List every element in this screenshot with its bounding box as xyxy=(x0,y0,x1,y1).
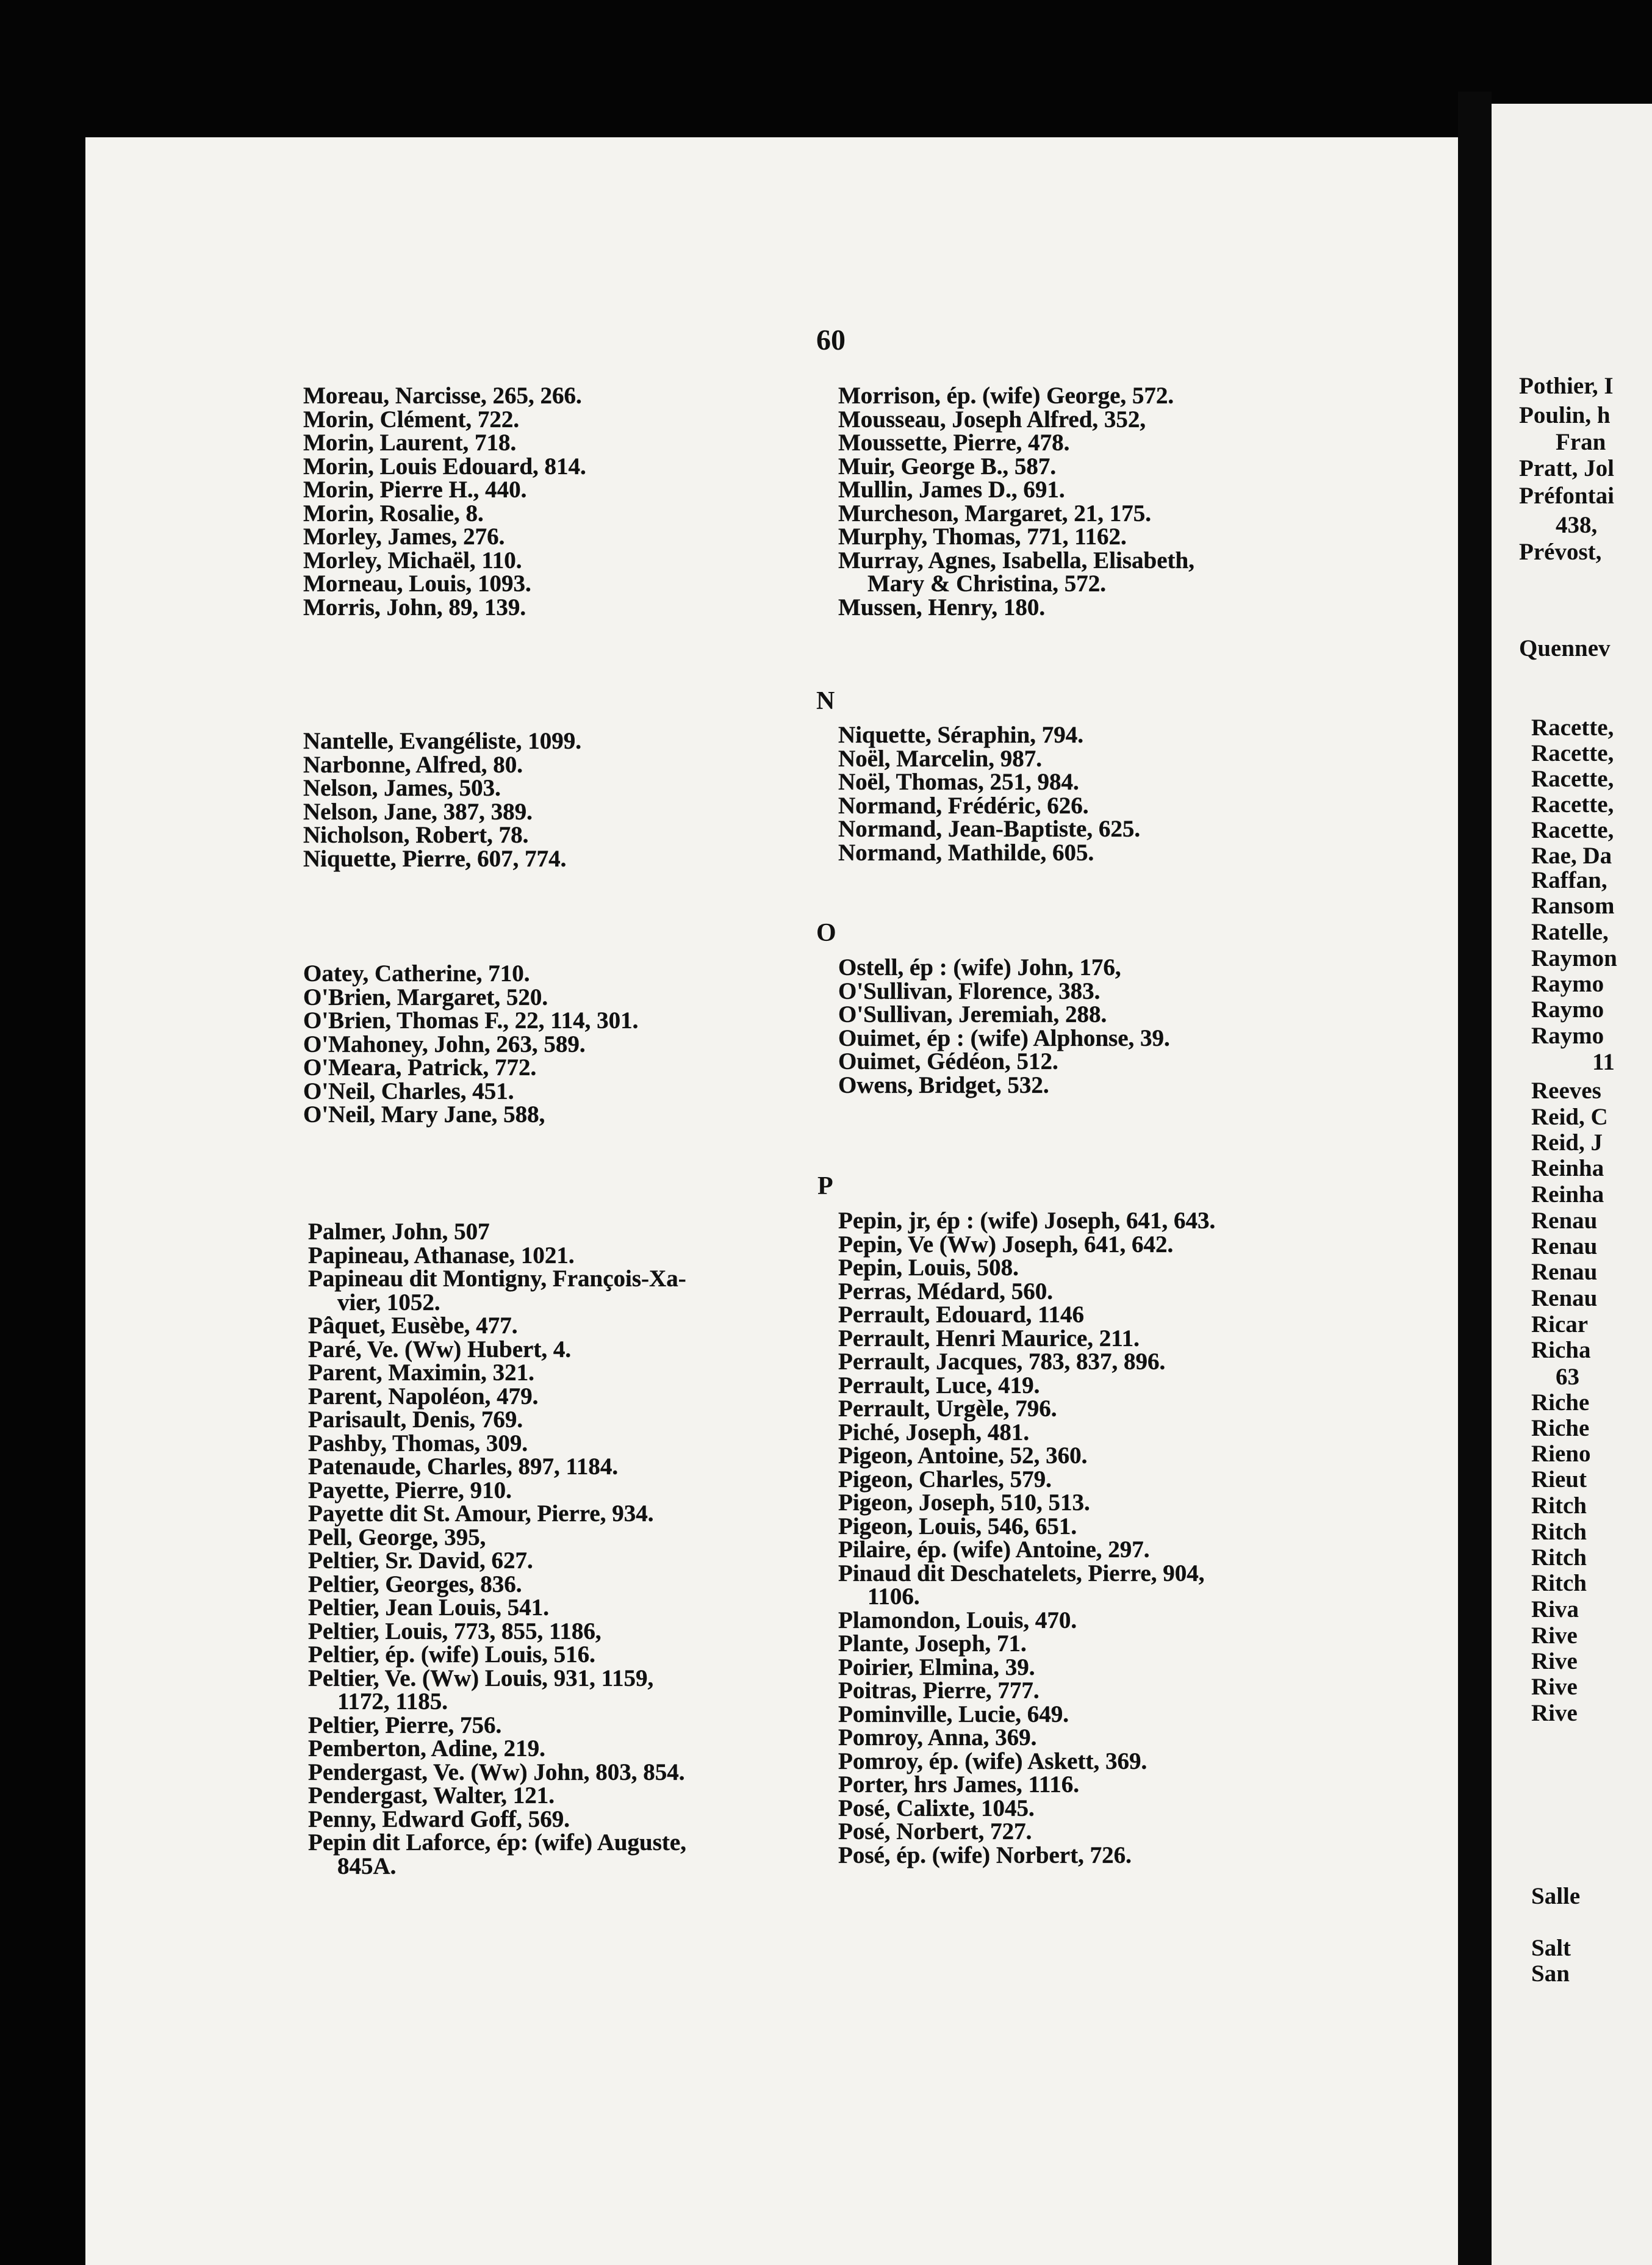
next-page-fragment: Racette, xyxy=(1531,791,1614,818)
index-entry: Nelson, Jane, 387, 389. xyxy=(303,798,533,825)
index-entry: Pigeon, Joseph, 510, 513. xyxy=(838,1489,1090,1516)
index-entry: vier, 1052. xyxy=(337,1289,440,1316)
index-entry: Morley, James, 276. xyxy=(303,524,505,550)
index-entry: 1172, 1185. xyxy=(337,1688,448,1715)
index-entry: Muir, George B., 587. xyxy=(838,453,1057,480)
index-entry: O'Neil, Mary Jane, 588, xyxy=(303,1101,545,1128)
next-page-fragment: Poulin, h xyxy=(1519,402,1611,428)
index-entry: Narbonne, Alfred, 80. xyxy=(303,751,523,778)
index-column-left-n xyxy=(303,730,581,871)
index-entry: Moussette, Pierre, 478. xyxy=(838,430,1070,456)
index-entry: Morin, Clément, 722. xyxy=(303,406,520,433)
index-column-left-p xyxy=(308,1220,686,1878)
index-entry: Peltier, Jean Louis, 541. xyxy=(308,1594,550,1621)
index-entry: Morley, Michaël, 110. xyxy=(303,547,522,574)
next-page-fragment: Rieno xyxy=(1531,1441,1591,1467)
index-entry: Porter, hrs James, 1116. xyxy=(838,1771,1080,1798)
next-page-fragment: Rive xyxy=(1531,1622,1578,1649)
index-entry: Morris, John, 89, 139. xyxy=(303,594,526,621)
next-page-fragment: Reinha xyxy=(1531,1181,1604,1208)
index-entry: Posé, Calixte, 1045. xyxy=(838,1795,1035,1821)
index-entry: O'Sullivan, Jeremiah, 288. xyxy=(838,1001,1107,1028)
index-column-left-o xyxy=(303,962,638,1127)
next-page-fragment: 438, xyxy=(1556,512,1598,538)
index-entry: Peltier, Louis, 773, 855, 1186, xyxy=(308,1618,602,1644)
index-entry: Papineau dit Montigny, François-Xa- xyxy=(308,1266,686,1292)
index-entry: Nicholson, Robert, 78. xyxy=(303,822,529,848)
next-page-fragment: Raffan, xyxy=(1531,867,1607,893)
index-entry: 845A. xyxy=(337,1853,397,1879)
index-entry: Niquette, Pierre, 607, 774. xyxy=(303,845,567,872)
index-entry: Poitras, Pierre, 777. xyxy=(838,1677,1040,1704)
next-page-fragment: Racette, xyxy=(1531,817,1614,843)
next-page-fragment: Renau xyxy=(1531,1233,1598,1259)
index-entry: Paré, Ve. (Ww) Hubert, 4. xyxy=(308,1336,572,1363)
index-column-right-o xyxy=(838,956,1170,1097)
index-entry: Murray, Agnes, Isabella, Elisabeth, xyxy=(838,547,1194,574)
index-entry: Mullin, James D., 691. xyxy=(838,477,1065,503)
next-page-fragment: Préfontai xyxy=(1519,483,1614,509)
index-column-right-p xyxy=(838,1209,1215,1867)
next-page-fragment: Quennev xyxy=(1519,635,1611,661)
index-entry: Morin, Rosalie, 8. xyxy=(303,500,484,527)
index-entry: Perrault, Henri Maurice, 211. xyxy=(838,1325,1140,1352)
index-entry: Pomroy, ép. (wife) Askett, 369. xyxy=(838,1748,1147,1774)
index-entry: O'Meara, Patrick, 772. xyxy=(303,1054,537,1081)
index-entry: Moreau, Narcisse, 265, 266. xyxy=(303,383,582,409)
index-entry: Noël, Marcelin, 987. xyxy=(838,745,1042,772)
index-entry: Palmer, John, 507 xyxy=(308,1219,490,1245)
index-entry: Patenaude, Charles, 897, 1184. xyxy=(308,1453,619,1480)
next-page-fragment: Raymo xyxy=(1531,1023,1604,1049)
index-entry: Morin, Pierre H., 440. xyxy=(303,477,527,503)
section-letter-n: N xyxy=(816,687,835,715)
index-entry: Ouimet, ép : (wife) Alphonse, 39. xyxy=(838,1024,1170,1051)
next-page-fragment: Riche xyxy=(1531,1415,1590,1441)
index-entry: Pendergast, Walter, 121. xyxy=(308,1782,555,1809)
next-page-fragment: Fran xyxy=(1556,429,1606,455)
next-page-fragment: 63 xyxy=(1556,1364,1579,1390)
next-page-fragment: Raymo xyxy=(1531,971,1604,997)
index-entry: Peltier, Georges, 836. xyxy=(308,1571,522,1597)
index-entry: O'Brien, Margaret, 520. xyxy=(303,984,548,1010)
next-page-fragment: Richa xyxy=(1531,1337,1591,1363)
index-entry: Parent, Napoléon, 479. xyxy=(308,1383,539,1410)
next-page-fragment: Rive xyxy=(1531,1700,1578,1726)
index-entry: Payette, Pierre, 910. xyxy=(308,1477,512,1503)
index-entry: Morin, Laurent, 718. xyxy=(303,430,517,456)
next-page-fragment: Raymon xyxy=(1531,945,1617,971)
index-column-right-m xyxy=(838,384,1194,619)
next-page-fragment: Renau xyxy=(1531,1285,1598,1311)
index-column-right-n xyxy=(838,724,1140,865)
index-entry: Parent, Maximin, 321. xyxy=(308,1359,534,1386)
index-column-left-m xyxy=(303,384,586,619)
index-entry: Ostell, ép : (wife) John, 176, xyxy=(838,954,1121,981)
index-entry: Posé, ép. (wife) Norbert, 726. xyxy=(838,1842,1132,1868)
next-page-fragment: Racette, xyxy=(1531,766,1614,792)
next-page-fragment: Renau xyxy=(1531,1259,1598,1285)
index-entry: Pigeon, Louis, 546, 651. xyxy=(838,1513,1077,1539)
index-entry: Poirier, Elmina, 39. xyxy=(838,1654,1035,1680)
next-page-fragment: San xyxy=(1531,1961,1570,1987)
index-entry: Mussen, Henry, 180. xyxy=(838,594,1046,621)
next-page-fragment: Reinha xyxy=(1531,1155,1604,1181)
index-entry: Papineau, Athanase, 1021. xyxy=(308,1242,575,1269)
index-entry: Perras, Médard, 560. xyxy=(838,1278,1053,1305)
index-entry: O'Neil, Charles, 451. xyxy=(303,1078,514,1104)
index-entry: Murphy, Thomas, 771, 1162. xyxy=(838,524,1127,550)
index-entry: Plamondon, Louis, 470. xyxy=(838,1607,1077,1633)
index-entry: Pominville, Lucie, 649. xyxy=(838,1701,1069,1727)
next-page-fragment: Riche xyxy=(1531,1389,1590,1416)
section-letter-o: O xyxy=(816,919,836,947)
index-entry: Normand, Jean-Baptiste, 625. xyxy=(838,816,1141,842)
next-page-fragment: Ransom xyxy=(1531,893,1615,919)
index-entry: Perrault, Luce, 419. xyxy=(838,1372,1040,1399)
index-entry: Morneau, Louis, 1093. xyxy=(303,571,531,597)
next-page-fragment: Pratt, Jol xyxy=(1519,455,1614,481)
next-page-fragment: Prévost, xyxy=(1519,539,1602,565)
index-entry: Piché, Joseph, 481. xyxy=(838,1419,1030,1446)
index-entry: Morrison, ép. (wife) George, 572. xyxy=(838,383,1174,409)
next-page-fragment: Ricar xyxy=(1531,1311,1589,1338)
index-entry: Pemberton, Adine, 219. xyxy=(308,1735,545,1762)
next-page-fragment: Reid, C xyxy=(1531,1104,1608,1130)
next-page-fragment: Ritch xyxy=(1531,1493,1587,1519)
next-page-fragment: Reeves xyxy=(1531,1078,1601,1104)
next-page-fragment: Racette, xyxy=(1531,715,1614,741)
index-entry: Ouimet, Gédéon, 512. xyxy=(838,1048,1058,1075)
index-entry: Parisault, Denis, 769. xyxy=(308,1406,523,1433)
next-page-fragment: Salt xyxy=(1531,1935,1571,1961)
index-entry: Plante, Joseph, 71. xyxy=(838,1630,1027,1657)
index-entry: Murcheson, Margaret, 21, 175. xyxy=(838,500,1152,527)
index-entry: Peltier, Ve. (Ww) Louis, 931, 1159, xyxy=(308,1665,654,1691)
index-entry: Normand, Mathilde, 605. xyxy=(838,839,1094,866)
next-page-fragment: Ratelle, xyxy=(1531,919,1609,945)
index-entry: O'Mahoney, John, 263, 589. xyxy=(303,1031,586,1057)
index-entry: Perrault, Urgèle, 796. xyxy=(838,1395,1057,1422)
index-entry: Normand, Frédéric, 626. xyxy=(838,792,1089,819)
index-entry: Pigeon, Antoine, 52, 360. xyxy=(838,1442,1088,1469)
index-entry: Niquette, Séraphin, 794. xyxy=(838,722,1083,748)
index-entry: Morin, Louis Edouard, 814. xyxy=(303,453,586,480)
index-entry: Pigeon, Charles, 579. xyxy=(838,1466,1052,1493)
index-entry: Pashby, Thomas, 309. xyxy=(308,1430,528,1457)
next-page-fragment: Raymo xyxy=(1531,996,1604,1023)
next-page-fragment: Salle xyxy=(1531,1883,1581,1909)
index-entry: Oatey, Catherine, 710. xyxy=(303,960,530,987)
index-entry: Pilaire, ép. (wife) Antoine, 297. xyxy=(838,1536,1150,1563)
next-page-fragment: Ritch xyxy=(1531,1570,1587,1596)
next-page-fragment: Riva xyxy=(1531,1596,1579,1622)
book-page xyxy=(85,137,1482,2265)
next-page-fragment: 11 xyxy=(1592,1049,1615,1075)
index-entry: Pepin, Ve (Ww) Joseph, 641, 642. xyxy=(838,1231,1174,1258)
next-page-fragment: Ritch xyxy=(1531,1544,1587,1571)
next-page-fragment: Ritch xyxy=(1531,1519,1587,1545)
index-entry: Mousseau, Joseph Alfred, 352, xyxy=(838,406,1146,433)
index-entry: Pomroy, Anna, 369. xyxy=(838,1724,1037,1751)
index-entry: Pell, George, 395, xyxy=(308,1524,486,1550)
next-page-fragment: Racette, xyxy=(1531,740,1614,766)
index-entry: Nelson, James, 503. xyxy=(303,775,501,801)
index-entry: Penny, Edward Goff, 569. xyxy=(308,1806,570,1832)
index-entry: Owens, Bridget, 532. xyxy=(838,1071,1049,1098)
index-entry: Pâquet, Eusèbe, 477. xyxy=(308,1313,518,1339)
index-entry: 1106. xyxy=(867,1583,920,1610)
index-entry: Peltier, Sr. David, 627. xyxy=(308,1547,533,1574)
index-entry: Pepin, Louis, 508. xyxy=(838,1255,1019,1281)
index-entry: Nantelle, Evangéliste, 1099. xyxy=(303,728,582,754)
index-entry: O'Brien, Thomas F., 22, 114, 301. xyxy=(303,1007,639,1034)
index-entry: Perrault, Edouard, 1146 xyxy=(838,1302,1085,1328)
index-entry: Pepin, jr, ép : (wife) Joseph, 641, 643. xyxy=(838,1208,1216,1234)
index-entry: Peltier, ép. (wife) Louis, 516. xyxy=(308,1641,595,1668)
index-entry: Noël, Thomas, 251, 984. xyxy=(838,769,1079,795)
next-page-fragment: Pothier, I xyxy=(1519,373,1614,399)
next-page-fragment: Rive xyxy=(1531,1648,1578,1674)
index-entry: Perrault, Jacques, 783, 837, 896. xyxy=(838,1349,1166,1375)
index-entry: Pepin dit Laforce, ép: (wife) Auguste, xyxy=(308,1829,686,1856)
book-gutter xyxy=(1458,92,1492,2265)
index-entry: Posé, Norbert, 727. xyxy=(838,1818,1032,1845)
index-entry: Pendergast, Ve. (Ww) John, 803, 854. xyxy=(308,1759,685,1785)
next-page-fragment: Rieut xyxy=(1531,1466,1587,1493)
next-page-fragment: Rive xyxy=(1531,1674,1578,1700)
index-entry: Payette dit St. Amour, Pierre, 934. xyxy=(308,1500,654,1527)
next-page-fragment: Reid, J xyxy=(1531,1129,1603,1156)
next-page-fragment: Rae, Da xyxy=(1531,843,1612,869)
index-entry: O'Sullivan, Florence, 383. xyxy=(838,978,1101,1004)
index-entry: Pinaud dit Deschatelets, Pierre, 904, xyxy=(838,1560,1205,1586)
page-number: 60 xyxy=(816,324,846,356)
next-page-fragment: Renau xyxy=(1531,1208,1598,1234)
section-letter-p: P xyxy=(817,1172,833,1200)
index-entry: Mary & Christina, 572. xyxy=(867,571,1107,597)
index-entry: Peltier, Pierre, 756. xyxy=(308,1712,502,1738)
